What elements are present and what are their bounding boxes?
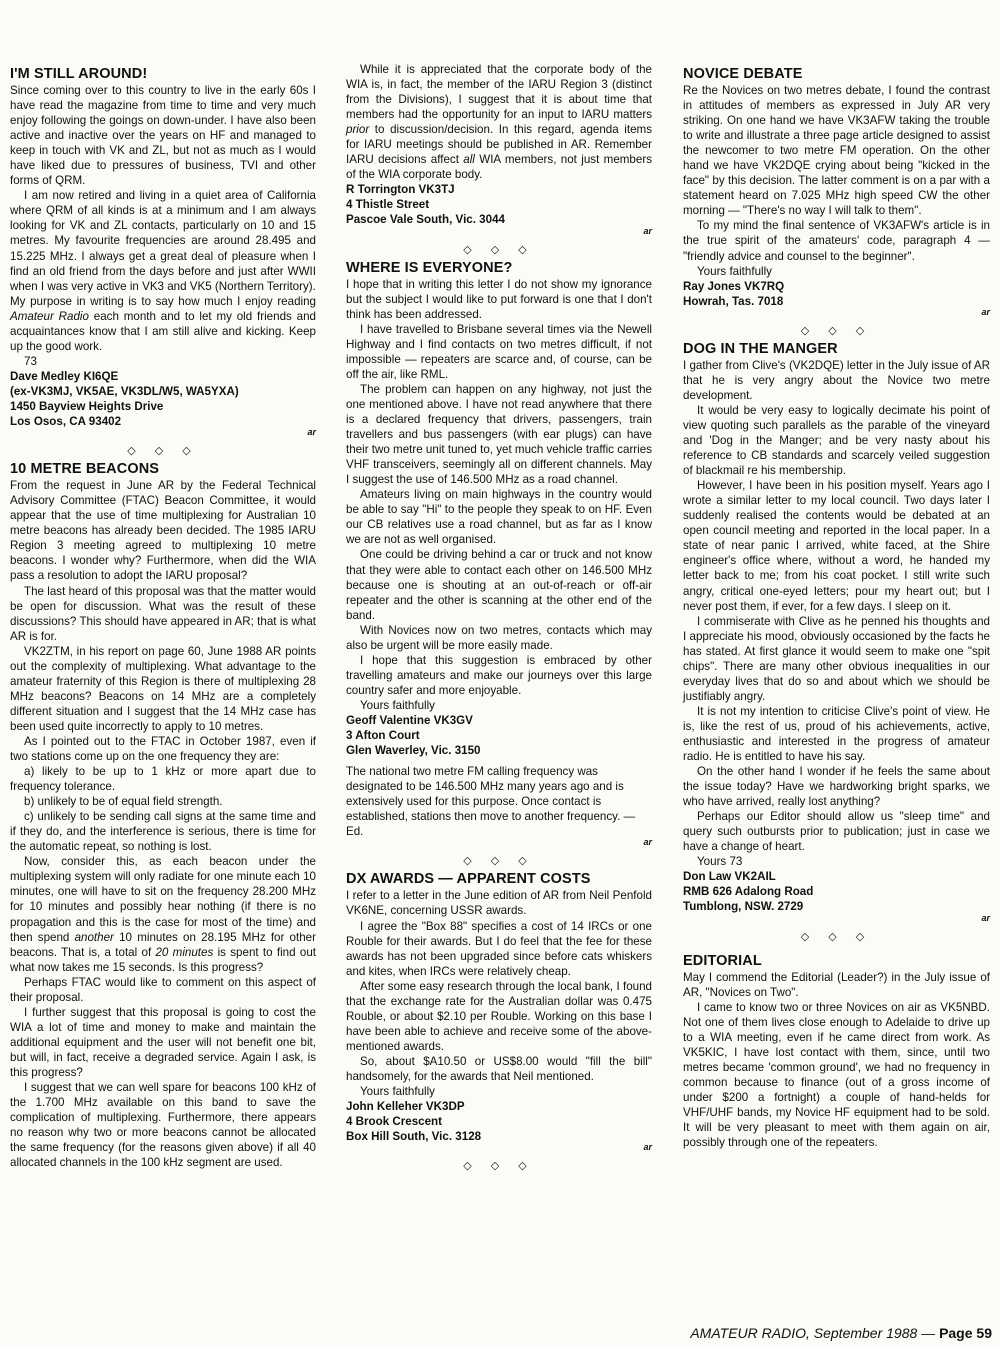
- separator: ◇ ◇ ◇: [463, 243, 535, 256]
- end-mark: ar: [981, 912, 990, 923]
- closing: Yours faithfully: [360, 698, 435, 712]
- article-title: 10 METRE BEACONS: [10, 461, 160, 478]
- paragraph: However, I have been in his position myself. Years ago I wrote a similar letter to my local council. Two days later I suddenly realised the contents would be debated at an open council meeting and reported in the local paper. In a state of near panic I arrived, white faced, at the Shire engineer's office where, without a word, he handed my letter back to me; from his coat pocket. I still write such angry, critical one-eyed letters; pour my heart out; but I never post them, if ever, for a few days. I sleep on it.: [683, 479, 990, 613]
- paragraph: With Novices now on two metres, contacts which may also be urgent will be more easily made.: [346, 623, 652, 652]
- paragraph: Amateurs living on main highways in the country would be able to say "Hi" to the people they speak to on HF. Even our CB relatives use a road channel, but as far as I know we are not as well organised.: [346, 488, 652, 547]
- end-mark: ar: [981, 306, 990, 317]
- signature-name: John Kelleher VK3DP: [346, 1100, 465, 1114]
- paragraph: It would be very easy to logically decimate his point of view quoting such parallels as the parable of the vineyard and 'Dog in the Manger; and be very nasty about his reference to CB standards and scarcely veiled suggestion of blackmail re his membership.: [683, 403, 990, 478]
- list-item: a) likely to be up to 1 kHz or more apart due to frequency tolerance.: [10, 765, 316, 794]
- paragraph: The last heard of this proposal was that the matter would be open for discussion. What was the result of these discussions? This should have appeared in AR; that is what AR is for.: [10, 584, 316, 643]
- end-mark: ar: [643, 837, 652, 848]
- article-title: WHERE IS EVERYONE?: [346, 259, 513, 276]
- paragraph: I agree the "Box 88" specifies a cost of 14 IRCs or one Rouble for their awards. But I do feel that the fee for these awards has not been upgraded since before cats whiskers and kites, when IRCs were relatively cheap.: [346, 919, 652, 978]
- separator: ◇ ◇ ◇: [463, 1160, 535, 1173]
- signature-address: RMB 626 Adalong Road: [683, 885, 814, 899]
- end-mark: ar: [643, 225, 652, 236]
- list-item: c) unlikely to be sending call signs at the same time and if they do, and the interference is serious, there is time for the automatic repeat, so nothing is lost.: [10, 810, 316, 854]
- paragraph: On the other hand I wonder if he feels the same about the issue today? Have we hardworking bright sparks, we who have arrived, really lost anything?: [683, 765, 990, 809]
- paragraph: Now, consider this, as each beacon under the multiplexing system will only radiate for one minute each 10 minutes, one will have to sit on the frequency 28.200 MHz for 10 minutes and possibly hear nothing (if there is no propagation and this is the case for most of the time) and then spend another 10 minutes on 28.195 MHz for other beacons. That is, a total of 20 minutes is spent to find out what now takes me 15 seconds. Is this progress?: [10, 855, 316, 974]
- article-title: DOG IN THE MANGER: [683, 340, 838, 357]
- signature-city: Los Osos, CA 93402: [10, 415, 122, 429]
- signature-name: R Torrington VK3TJ: [346, 183, 455, 197]
- magazine-name: AMATEUR RADIO,: [690, 1325, 810, 1341]
- paragraph: I refer to a letter in the June edition of AR from Neil Penfold VK6NE, concerning USSR awards.: [346, 889, 652, 918]
- signature-name: Dave Medley KI6QE: [10, 369, 119, 383]
- paragraph: It is not my intention to criticise Clive's point of view. He is, like the rest of us, proud of his achievements, active, enthusiastic and interested in the progress of amateur radio. He is entitled to have his say.: [683, 704, 990, 764]
- signature-address: 1450 Bayview Heights Drive: [10, 399, 164, 413]
- signature-city: Box Hill South, Vic. 3128: [346, 1130, 482, 1144]
- middle-column: [346, 62, 652, 1176]
- closing: Yours faithfully: [697, 264, 772, 278]
- paragraph: I suggest that we can well spare for beacons 100 kHz of the 1.700 MHz available on this band to save the complication of multiplexing. Furthermore, there appears no reason why two or more beacons cannot be allocated the same frequency (for the reasons given above) if all 40 allocated channels in the 100 kHz segment are used.: [10, 1081, 316, 1170]
- paragraph: The problem can happen on any highway, not just the one mentioned above. I have not read anywhere that there is a declared frequency that drivers, passengers, train travellers and bus passengers (with ear plugs) can have their two metre unit tuned to, yet much vehicle traffic carries VHF transceivers, seemingly all on different channels. May I suggest the use of 146.500 MHz as a road channel.: [346, 382, 652, 487]
- paragraph: I am now retired and living in a quiet area of California where QRM of all kinds is at a minimum and I am always looking for VK and ZL contacts, particularly on 10 and 15 metres. My favourite frequencies are around 28.495 and 15.225 MHz. I always get a great deal of pleasure when I find an old friend from the days before and just after WWII when I was very active in VK3 and VK5 (Northern Territory).: [10, 189, 316, 293]
- paragraph: I hope that this suggestion is embraced by other travelling amateurs and make our journeys over this large country safer and more enjoyable.: [346, 653, 652, 697]
- signature-name: Geoff Valentine VK3GV: [346, 713, 473, 727]
- signature-callsigns: (ex-VK3MJ, VK5AE, VK3DL/W5, WA5YXA): [10, 384, 239, 398]
- signature-name: Don Law VK2AIL: [683, 870, 776, 884]
- signature-city: Howrah, Tas. 7018: [683, 294, 784, 308]
- separator: ◇ ◇ ◇: [127, 445, 199, 458]
- list-item: b) unlikely to be of equal field strength.: [24, 795, 223, 809]
- article-title: EDITORIAL: [683, 952, 762, 969]
- separator: ◇ ◇ ◇: [463, 855, 535, 868]
- page-number: Page 59: [939, 1325, 992, 1341]
- paragraph: I further suggest that this proposal is going to cost the WIA a lot of time and money to make and maintain the additional equipment and the user will not benefit one bit, but will, in fact, receive a degraded service. Again I ask, is this progress?: [10, 1005, 316, 1079]
- separator: ◇ ◇ ◇: [800, 930, 873, 943]
- paragraph: I have travelled to Brisbane several times via the Newell Highway and I find contacts on two metres difficult, if not impossible — repeaters are scarce and, of course, can be off the air, like RML.: [346, 322, 652, 381]
- left-column: [10, 60, 316, 1170]
- paragraph: While it is appreciated that the corporate body of the WIA is, in fact, the member of the IARU Region 3 (distinct from the Divisions), I suggest that it is about time that members had the opportunity for an input to IARU matters prior to discussion/decision. In this regard, agenda items for IARU meetings should be published in AR. Remember IARU decisions affect all WIA members, not just members of the WIA corporate body.: [346, 63, 652, 182]
- paragraph: As I pointed out to the FTAC in October 1987, even if two stations come up on the one frequency they are:: [10, 734, 316, 764]
- paragraph: Re the Novices on two metres debate, I found the contrast in attitudes of members as expressed in July AR very striking. On one hand we have VK3AFW taking the trouble to write and illustrate a three page article designed to assist the newcomer to two metre FM operation. On the other hand we have VK2DQE crying about being "kicked in the face" by this decision. The latter comment is on a par with a statement heard on 7.025 MHz high speed CW the other morning — "There's no way I will talk to them".: [683, 84, 990, 218]
- end-mark: ar: [307, 427, 316, 438]
- issue-date: September 1988 —: [809, 1325, 940, 1341]
- paragraph: May I commend the Editorial (Leader?) in the July issue of AR, "Novices on Two".: [683, 970, 990, 999]
- closing: Yours 73: [697, 855, 743, 869]
- article-title: NOVICE DEBATE: [683, 66, 803, 82]
- article-title: DX AWARDS — APPARENT COSTS: [346, 871, 591, 888]
- signature-city: Glen Waverley, Vic. 3150: [346, 744, 481, 758]
- paragraph: VK2ZTM, in his report on page 60, June 1988 AR points out the complexity of multiplexing. What advantage to the amateur fraternity of this Region is there of multiplexing 28 MHz beacons? Beacons on 14 MHz are a completely different situation and I suggest that the 14 MHz case has been used quite incorrectly to apply to 10 metres.: [10, 644, 316, 733]
- signature-city: Tumblong, NSW. 2729: [683, 900, 804, 914]
- editor-note: The national two metre FM calling frequency was designated to be 146.500 MHz many years ago and is extensively used for this purpose. Once contact is established, stations then move to another frequency. —Ed.: [346, 765, 636, 839]
- signature-address: 4 Brook Crescent: [346, 1115, 443, 1129]
- right-column: [683, 60, 990, 1150]
- page-footer: [686, 1325, 992, 1341]
- paragraph: Since coming over to this country to live in the early 60s I have read the magazine from time to time and very much enjoy following the goings on down-under. I have also been active and inactive over the years on HF and managed to keep in touch with VK and ZL, but not as much as I would have liked due to pressures of business, TVI and other forms of QRM.: [10, 84, 316, 188]
- signature-address: 4 Thistle Street: [346, 198, 430, 212]
- paragraph: Perhaps FTAC would like to comment on this aspect of their proposal.: [10, 975, 316, 1004]
- paragraph: I gather from Clive's (VK2DQE) letter in the July issue of AR that he is very angry about the Novice two metre development.: [683, 358, 990, 402]
- paragraph: Perhaps our Editor should allow us "sleep time" and query such outbursts prior to publication; just in case we have a change of heart.: [683, 810, 990, 854]
- paragraph: From the request in June AR by the Federal Technical Advisory Committee (FTAC) Beacon Committee, it would appear that the use of time multiplexing for Australian 10 metre beacons has already been decided. The 1985 IARU Region 3 meeting agreed to multiplexing 10 metre beacons. I wonder why? Furthermore, when did the WIA pass a resolution to adopt the IARU proposal?: [10, 479, 316, 583]
- paragraph: My purpose in writing is to say how much I enjoy reading Amateur Radio each month and to let my old friends and acquaintances know that I am still alive and kicking. Keep up the good work.: [10, 294, 316, 353]
- closing: 73: [24, 354, 37, 368]
- paragraph: I commiserate with Clive as he penned his thoughts and I appreciate his mood, obviously occasioned by the facts he has stated. At first glance it would seem to make one "spit chips". There are many other obvious inequalities in our everyday lives that do so and about which we should be justifiably angry.: [683, 614, 990, 703]
- signature-city: Pascoe Vale South, Vic. 3044: [346, 213, 505, 227]
- closing: Yours faithfully: [360, 1085, 435, 1099]
- paragraph: So, about $A10.50 or US$8.00 would "fill the bill" handsomely, for the awards that Neil mentioned.: [346, 1054, 652, 1083]
- signature-name: Ray Jones VK7RQ: [683, 279, 785, 293]
- article-title: I'M STILL AROUND!: [10, 66, 148, 82]
- signature-address: 3 Afton Court: [346, 729, 420, 743]
- separator: ◇ ◇ ◇: [800, 324, 873, 337]
- end-mark: ar: [643, 1142, 652, 1153]
- paragraph: I came to know two or three Novices on air as VK5NBD. Not one of them lives close enough to Adelaide to drive up to a WIA meeting, even if he came direct from work. As VK5KIC, I have lost contact with them, since, until two metres became 'common ground', we had no frequency in common because to finance (out of a gross income of under $200 a fortnight) a couple of hand-helds for VHF/UHF bands, my Novice HF equipment had to be sold. It will be very pleasant to meet with them again on air, possibly through one of the repeaters.: [683, 1000, 990, 1150]
- paragraph: After some easy research through the local bank, I found that the exchange rate for the Australian dollar was 0.475 Rouble, or about $2.10 per Rouble. Working on this base I have been able to achieve and receive some of the above-mentioned awards.: [346, 979, 652, 1053]
- paragraph: To my mind the final sentence of VK3AFW's article is in the true spirit of the amateurs' code, paragraph 4 — "friendly advice and counsel to the beginner".: [683, 219, 990, 263]
- paragraph: I hope that in writing this letter I do not show my ignorance but the subject I would like to put forward is one that I don't think has been addressed.: [346, 277, 652, 321]
- paragraph: One could be driving behind a car or truck and not know that they were able to contact each other on 146.500 MHz because one is shouting at an out-of-reach or off-air repeater and the other is scanning at the other end of the band.: [346, 548, 652, 622]
